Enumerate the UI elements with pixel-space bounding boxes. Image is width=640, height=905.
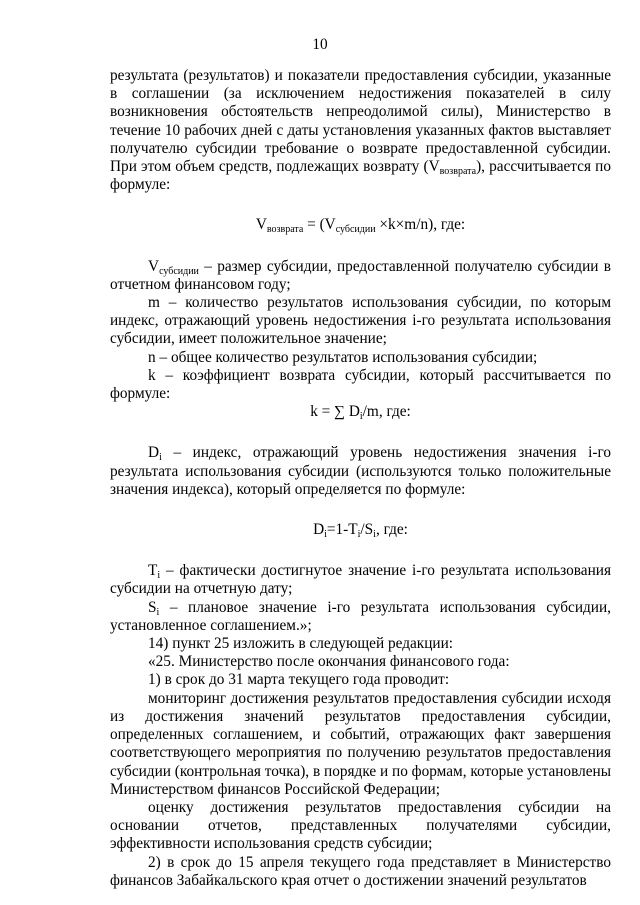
paragraph-evaluation: оценку достижения результатов предоставления субсидии на основании отчетов, представленных получателями субсидии, эффективности использования средств субсидии; <box>110 798 611 853</box>
definition-d: $D_i$ – индекс, отражающий уровень недостижения значения i-го результата использования субсидии (используются только положительные значения индекса), который определяется по формуле: <box>110 444 611 498</box>
definition-s: $S_i$ – плановое значение i-го результата использования субсидии, установленное соглашением.»; <box>110 598 611 634</box>
definition-m: m – количество результатов использования субсидии, по которым индекс, отражающий уровень недостижения i-го результата использования субсидии, имеет положительное значение; <box>110 294 611 348</box>
definition-k: k – коэффициент возврата субсидии, который рассчитывается по формуле: <box>110 366 611 403</box>
paragraph-monitoring: мониторинг достижения результатов предоставления субсидии исходя из достижения значений результатов предоставления субсидии, определенных соглашением, и событий, отражающих факт завершения соответствующего мероприятия по получению результатов предоставления субсидии (контрольная точка), в порядке и по формам, которые установлены Министерством финансов Российской Федерации; <box>110 689 611 798</box>
subitem-2: 2) в срок до 15 апреля текущего года представляет в Министерство финансов Забайкальского края отчет о достижении значений результатов <box>110 853 611 889</box>
definition-v-subsidy: $V_{субсидии}$ – размер субсидии, предоставленной получателю субсидии в отчетном финансовом году; <box>110 257 611 293</box>
item-25: «25. Министерство после окончания финансового года: <box>148 653 510 671</box>
paragraph-refund-intro: результата (результатов) и показатели предоставления субсидии, указанные в соглашении (за исключением недостижения показателей в силу возникновения обстоятельств непреодолимой силы), Министерство в течение 10 рабочих дней с даты установления указанных фактов выставляет получателю субсидии требование о возврате предоставленной субсидии. При этом объем средств, подлежащих возврату $(V_{возврата})$, рассчитывается по формуле: <box>110 67 611 194</box>
document-body <box>110 67 611 890</box>
formula-d: $D_i=1-T_i/S_i$, где: <box>313 521 408 541</box>
definition-t: $T_i$ – фактически достигнутое значение i-го результата использования субсидии на отчетную дату; <box>110 562 611 598</box>
item-14: 14) пункт 25 изложить в следующей редакции: <box>148 635 454 653</box>
subitem-1: 1) в срок до 31 марта текущего года проводит: <box>148 671 450 689</box>
definition-n: n – общее количество результатов использования субсидии; <box>148 348 538 366</box>
page-number: 10 <box>312 36 328 53</box>
formula-k: k = ∑ $D_i/m$, где: <box>310 403 411 423</box>
formula-refund-volume: $V_{возврата} = (V_{субсидии} \times k\times m/n)$, где: <box>255 216 466 236</box>
